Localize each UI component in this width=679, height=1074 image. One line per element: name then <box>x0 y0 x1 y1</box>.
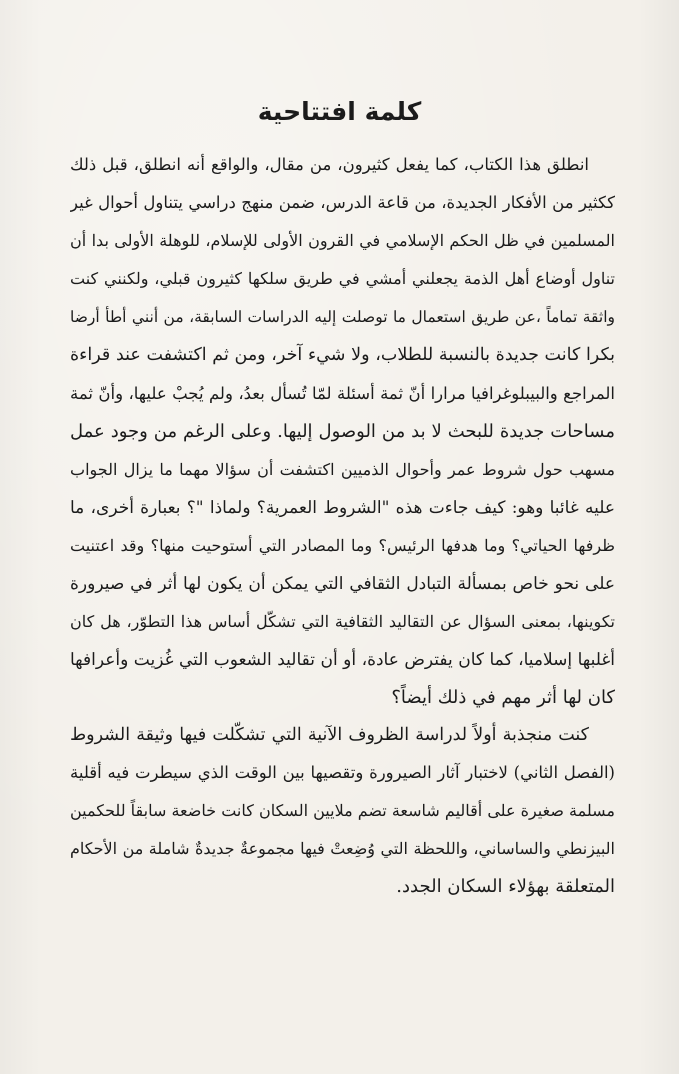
text-line: واثقة تماماً ،عن طريق استعمال ما توصلت إليه الدراسات السابقة، من أنني أطأ أرضا <box>70 308 615 327</box>
text-line: كان لها أثر مهم في ذلك أيضاً؟ <box>391 687 615 709</box>
text-line: المتعلقة بهؤلاء السكان الجدد. <box>396 876 615 898</box>
text-line: مساحات جديدة للبحث لا بد من الوصول إليها. وعلى الرغم من وجود عمل <box>70 420 615 442</box>
paragraph-2 <box>70 716 615 906</box>
text-line: بكرا كانت جديدة بالنسبة للطلاب، ولا شيء آخر، ومن ثم اكتشفت عند قراءة <box>70 345 615 366</box>
text-line: أغلبها إسلاميا، كما كان يفترض عادة، أو أن تقاليد الشعوب التي غُزيت وأعرافها <box>70 650 615 671</box>
text-line: المراجع والبيبلوغرافيا مرارا أنّ ثمة أسئلة لمّا تُسأل بعدُ، ولم يُجبْ عليها، وأنّ ثمة <box>70 383 615 403</box>
text-line: ككثير من الأفكار الجديدة، من قاعة الدرس، ضمن منهج دراسي يتناول أحوال غير <box>70 193 615 213</box>
text-line: (الفصل الثاني) لاختبار آثار الصيرورة وتقصيها بين الوقت الذي سيطرت فيه أقلية <box>70 763 615 783</box>
text-line: على نحو خاص بمسألة التبادل الثقافي التي يمكن أن يكون لها أثر في صيرورة <box>70 574 615 595</box>
text-line: تناول أوضاع أهل الذمة يجعلني أمشي في طريق سلكها كثيرون قبلي، ولكنني كنت <box>70 269 615 289</box>
chapter-title: كلمة افتتاحية <box>257 97 422 126</box>
text-line: تكوينها، بمعنى السؤال عن التقاليد الثقافية التي تشكّل أساس هذا التطوّر، هل كان <box>70 612 615 632</box>
text-line: المسلمين في ظل الحكم الإسلامي في القرون الأولى للإسلام، للوهلة الأولى بدا أن <box>70 231 615 251</box>
text-line: كنت منجذبة أولاً لدراسة الظروف الآنية التي تشكّلت فيها وثيقة الشروط <box>70 725 589 745</box>
text-line: ظرفها الحياتي؟ وما هدفها الرئيس؟ وما المصادر التي أستوحيت منها؟ وقد اعتنيت <box>70 535 615 555</box>
text-line: البيزنطي والساساني، واللحظة التي وُضِعتْ فيها مجموعةٌ جديدةٌ شاملة من الأحكام <box>70 839 615 859</box>
paragraph-1 <box>70 146 615 717</box>
text-line: انطلق هذا الكتاب، كما يفعل كثيرون، من مقال، والواقع أنه انطلق، قبل ذلك <box>70 155 589 174</box>
text-line: عليه غائبا وهو: كيف جاءت هذه "الشروط العمرية؟ ولماذا "؟ بعبارة أخرى، ما <box>70 497 615 518</box>
text-line: مسهب حول شروط عمر وأحوال الذميين اكتشفت أن سؤالا مهما ما يزال الجواب <box>70 459 615 479</box>
text-line: مسلمة صغيرة على أقاليم شاسعة تضم ملايين السكان كانت خاضعة سابقاً للحكمين <box>70 801 615 821</box>
